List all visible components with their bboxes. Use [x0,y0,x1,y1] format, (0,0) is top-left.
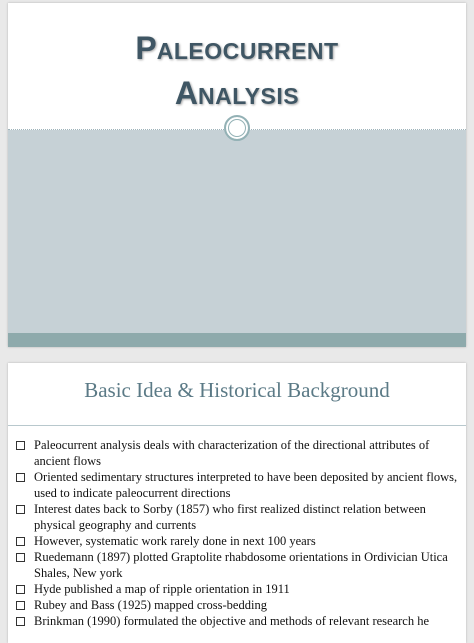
title-line-2 [8,74,466,119]
bullet-list [14,437,462,629]
bullet-item [14,469,462,501]
title-line-2-rest: NALYSIS [198,83,300,109]
bullet-text: Paleocurrent analysis deals with characterization of the directional attributes of ancient flows [34,438,430,468]
title-line-2-cap: A [174,75,199,111]
square-bullet-icon [16,537,25,546]
bullet-item [14,533,462,549]
title-area [8,3,466,127]
circle-ornament-icon [224,115,250,141]
bullet-text: Brinkman (1990) formulated the objective and methods of relevant research he [34,614,429,628]
content-slide-title: Basic Idea & Historical Background [84,378,390,402]
title-line-1-cap: P [135,30,157,66]
bullet-text: Ruedemann (1897) plotted Graptolite rhabdosome orientations in Ordivician Utica Shales, New york [34,550,448,580]
square-bullet-icon [16,441,25,450]
bullet-item [14,549,462,581]
content-slide [8,363,466,643]
square-bullet-icon [16,473,25,482]
footer-bar [8,333,466,347]
title-line-1-rest: ALEOCURRENT [156,38,339,64]
bullet-item [14,581,462,597]
title-line-1 [8,29,466,74]
bullet-text: Oriented sedimentary structures interpreted to have been deposited by ancient flows, used to indicate paleocurrent directions [34,470,458,500]
title-slide [8,3,466,347]
bullet-item [14,597,462,613]
bullet-text: Hyde published a map of ripple orientation in 1911 [34,582,290,596]
square-bullet-icon [16,617,25,626]
content-panel [8,130,466,333]
bullet-item [14,437,462,469]
bullet-text: Interest dates back to Sorby (1857) who first realized distinct relation between physical geography and currents [34,502,426,532]
square-bullet-icon [16,505,25,514]
bullet-item [14,613,462,629]
square-bullet-icon [16,585,25,594]
bullet-text: However, systematic work rarely done in next 100 years [34,534,316,548]
bullet-item [14,501,462,533]
slide-title [8,29,466,119]
square-bullet-icon [16,601,25,610]
square-bullet-icon [16,553,25,562]
title-divider [8,425,466,426]
bullet-text: Rubey and Bass (1925) mapped cross-bedding [34,598,267,612]
